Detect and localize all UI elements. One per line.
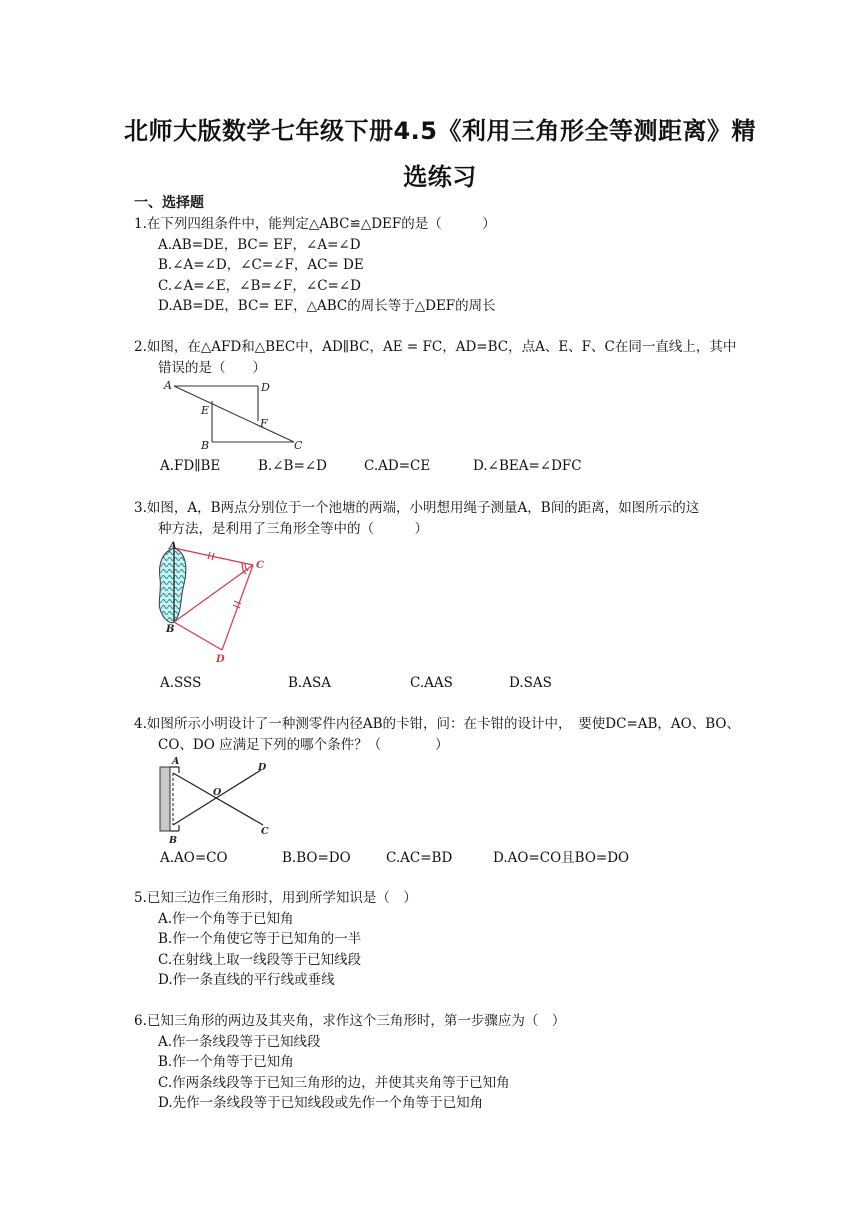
- point-label: D: [216, 654, 225, 665]
- option-c: C.AC=BD: [386, 850, 453, 866]
- option-b: B.作一个角使它等于已知角的一半: [158, 931, 362, 947]
- point-label: C: [256, 560, 264, 571]
- option-d: D.作一条直线的平行线或垂线: [158, 972, 335, 988]
- question-stem: 5.已知三边作三角形时，用到所学知识是（ ）: [134, 890, 417, 906]
- option-a: A.SSS: [160, 675, 202, 691]
- point-label: A: [164, 379, 172, 392]
- point-label: E: [201, 404, 210, 417]
- point-label: F: [260, 417, 268, 430]
- point-label: C: [294, 439, 303, 452]
- figure-q4: [155, 755, 275, 847]
- option-c: C.AAS: [410, 675, 453, 691]
- option-c: C.作两条线段等于已知三角形的边，并使其夹角等于已知角: [158, 1074, 510, 1091]
- point-label: B: [169, 835, 178, 846]
- option-a: A.作一个角等于已知角: [158, 910, 294, 927]
- option-b: B.BO=DO: [282, 850, 351, 866]
- question-stem: 1.在下列四组条件中，能判定△ABC≌△DEF的是（ ）: [134, 216, 496, 232]
- question-stem: 3.如图，A，B两点分别位于一个池塘的两端，小明想用绳子测量A，B间的距离，如图所示的这: [134, 500, 700, 516]
- point-label: A: [169, 541, 177, 552]
- option-d: D.AB=DE，BC= EF，△ABC的周长等于△DEF的周长: [158, 298, 496, 314]
- option-b: B.∠A=∠D，∠C=∠F，AC= DE: [158, 257, 364, 273]
- figure-q2: [158, 376, 308, 452]
- option-c: C.∠A=∠E，∠B=∠F，∠C=∠D: [158, 277, 361, 294]
- option-b: B.作一个角等于已知角: [158, 1054, 294, 1070]
- question-stem: 4.如图所示小明设计了一种测零件内径AB的卡钳，问：在卡钳的设计中， 要使DC=AB，AO、BO、: [134, 716, 740, 732]
- option-c: C.在射线上取一线段等于已知线段: [158, 951, 362, 968]
- point-label: D: [258, 762, 267, 773]
- question-stem-continued: 种方法，是利用了三角形全等中的（ ）: [158, 520, 428, 537]
- point-label: D: [261, 381, 270, 394]
- option-d: D.∠BEA=∠DFC: [473, 458, 582, 474]
- option-d: D.SAS: [509, 675, 552, 691]
- question-4: [134, 714, 762, 755]
- question-stem-continued: 错误的是（ ）: [158, 359, 266, 376]
- section-heading: 一、选择题: [134, 195, 204, 211]
- question-6: [134, 1011, 762, 1114]
- option-d: D.AO=CO且BO=DO: [493, 850, 630, 866]
- question-1: [134, 214, 762, 317]
- option-c: C.AD=CE: [364, 458, 431, 474]
- option-a: A.AB=DE，BC= EF，∠A=∠D: [158, 236, 361, 253]
- option-a: A.FD∥BE: [160, 458, 221, 474]
- option-d: D.先作一条线段等于已知线段或先作一个角等于已知角: [158, 1095, 484, 1111]
- question-stem: 2.如图，在△AFD和△BEC中，AD∥BC，AE = FC，AD=BC，点A、E、F、C在同一直线上，其中: [134, 339, 737, 355]
- question-stem: 6.已知三角形的两边及其夹角，求作这个三角形时，第一步骤应为（ ）: [134, 1013, 566, 1029]
- question-2: [134, 337, 762, 378]
- question-3: [134, 498, 762, 539]
- question-stem-continued: CO、DO 应满足下列的哪个条件？（ ）: [158, 736, 449, 753]
- point-label: A: [172, 756, 180, 767]
- point-label: B: [201, 439, 210, 452]
- option-b: B.∠B=∠D: [258, 458, 327, 474]
- question-5: [134, 888, 762, 991]
- option-b: B.ASA: [288, 675, 331, 691]
- page-title: 北师大版数学七年级下册4.5《利用三角形全等测距离》精选练习: [123, 117, 756, 191]
- point-label: O: [213, 787, 222, 798]
- option-a: A.作一条线段等于已知线段: [158, 1033, 321, 1050]
- option-a: A.AO=CO: [160, 850, 228, 866]
- point-label: C: [261, 826, 269, 837]
- point-label: B: [166, 624, 175, 635]
- figure-q3: [150, 538, 280, 668]
